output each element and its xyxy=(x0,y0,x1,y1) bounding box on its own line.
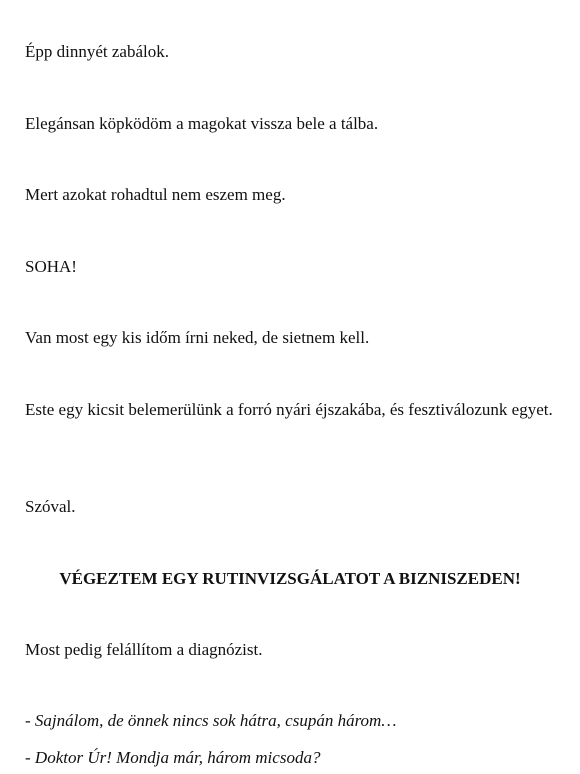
paragraph-7: Szóval. xyxy=(25,497,76,516)
dialogue-line-1: - Sajnálom, de önnek nincs sok hátra, csupán három… xyxy=(25,711,397,730)
section-heading: VÉGEZTEM EGY RUTINVIZSGÁLATOT A BIZNISZEDEN! xyxy=(59,569,521,588)
paragraph-3: Mert azokat rohadtul nem eszem meg. xyxy=(25,185,286,204)
paragraph-5: Van most egy kis időm írni neked, de sietnem kell. xyxy=(25,328,370,347)
paragraph-after-heading: Most pedig felállítom a diagnózist. xyxy=(25,640,263,659)
dialogue-line-2: - Doktor Úr! Mondja már, három micsoda? xyxy=(25,748,321,767)
paragraph-6: Este egy kicsit belemerülünk a forró nyári éjszakába, és fesztiválozunk egyet. xyxy=(25,400,553,419)
paragraph-2: Elegánsan köpködöm a magokat vissza bele a tálba. xyxy=(25,114,379,133)
paragraph-1: Épp dinnyét zabálok. xyxy=(25,42,169,61)
paragraph-4: SOHA! xyxy=(25,257,77,276)
